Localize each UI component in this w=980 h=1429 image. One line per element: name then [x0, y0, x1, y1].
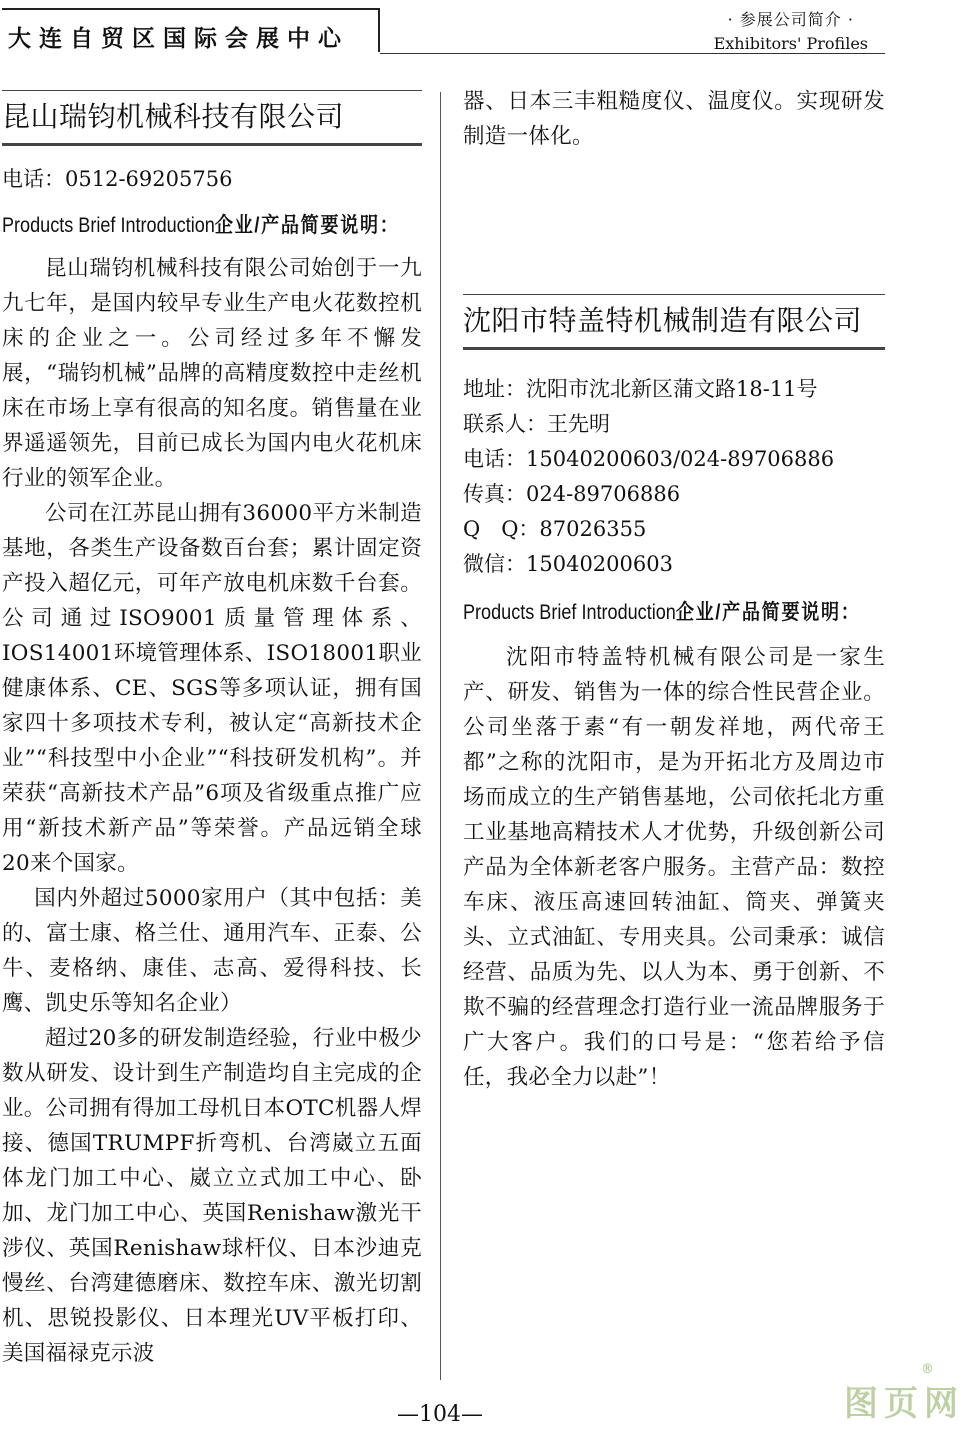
- continuation-paragraph: 器、日本三丰粗糙度仪、温度仪。实现研发制造一体化。: [463, 89, 885, 149]
- paragraph: 公司在江苏昆山拥有36000平方米制造基地，各类生产设备数百台套；累计固定资产投入超亿元，可年产放电机床数千台套。公司通过ISO9001质量管理体系、IOS14001环境管理体系、ISO18001职业健康体系、CE、SGS等多项认证，拥有国家四十多项技术专利，被认定“高新技术企业”“科技型中小企业”“科技研发机构”。并荣获“高新技术产品”6项及省级重点推广应用“新技术新产品”等荣誉。产品远销全球20来个国家。: [2, 501, 422, 876]
- company-rule-bottom: [2, 143, 422, 146]
- company-rule-bottom: [463, 347, 885, 350]
- header-title: 大连自贸区国际会展中心: [8, 26, 349, 52]
- contact-wechat: 微信：15040200603: [463, 552, 673, 576]
- watermark-text: 图页网: [844, 1384, 964, 1424]
- page-number: —104—: [397, 1402, 483, 1427]
- brief-label: [463, 598, 861, 628]
- brief-label-en: Products Brief Introduction: [463, 601, 676, 624]
- paragraph: 超过20多的研发制造经验，行业中极少数从研发、设计到生产制造均自主完成的企业。公司拥有得加工母机日本OTC机器人焊接、德国TRUMPF折弯机、台湾崴立五面体龙门加工中心、崴立立式加工中心、卧加、龙门加工中心、英国Renishaw激光干涉仪、英国Renishaw球杆仪、日本沙迪克慢丝、台湾建德磨床、数控车床、激光切割机、思锐投影仪、日本理光UV平板打印、美国福禄克示波: [2, 1026, 422, 1366]
- company-name: 沈阳市特盖特机械制造有限公司: [463, 304, 863, 337]
- contact-qq: Q Q：87026355: [463, 517, 647, 541]
- company-name: 昆山瑞钧机械科技有限公司: [2, 100, 345, 133]
- contact-person: 联系人：王先明: [463, 412, 610, 436]
- brief-label-cn: 企业/产品简要说明：: [675, 601, 861, 624]
- section-title-en: Exhibitors' Profiles: [713, 34, 868, 53]
- watermark-logo: [844, 1362, 964, 1425]
- contact-fax: 传真：024-89706886: [463, 482, 681, 506]
- contact-address: 地址：沈阳市沈北新区蒲文路18-11号: [463, 377, 818, 401]
- right-column: [463, 84, 885, 1095]
- brief-label-en: Products Brief Introduction: [2, 214, 215, 237]
- contact-phone: 电话：15040200603/024-89706886: [463, 447, 835, 471]
- paragraph: 沈阳市特盖特机械有限公司是一家生产、研发、销售为一体的综合性民营企业。公司坐落于素“有一朝发祥地，两代帝王都”之称的沈阳市，是为开拓北方及周边市场而成立的生产销售基地，公司依托北方重工业基地高精技术人才优势，升级创新公司产品为全体新老客户服务。主营产品：数控车床、液压高速回转油缸、筒夹、弹簧夹头、立式油缸、专用夹具。公司秉承：诚信经营、品质为先、以人为本、勇于创新、不欺不骗的经营理念打造行业一流品牌服务于广大客户。我们的口号是：“您若给予信任，我必全力以赴”！: [463, 645, 885, 1090]
- brief-label-cn: 企业/产品简要说明：: [214, 214, 400, 237]
- section-title-cn: · 参展公司简介 ·: [727, 10, 854, 29]
- paragraph: 国内外超过5000家用户（其中包括：美的、富士康、格兰仕、通用汽车、正泰、公牛、麦格纳、康佳、志高、爱得科技、长鹰、凯史乐等知名企业）: [2, 886, 422, 1016]
- company-block-kunshan: [2, 90, 422, 146]
- paragraph: 昆山瑞钧机械科技有限公司始创于一九九七年，是国内较早专业生产电火花数控机床的企业之一。公司经过多年不懈发展，“瑞钧机械”品牌的高精度数控中走丝机床在市场上享有很高的知名度。销售量在业界遥遥领先，目前已成长为国内电火花机床行业的领军企业。: [2, 256, 422, 491]
- column-divider: [440, 92, 441, 1380]
- header-section: [714, 8, 868, 56]
- contact-phone: 电话：0512-69205756: [2, 167, 233, 191]
- registered-mark: ®: [921, 1362, 934, 1377]
- brief-label: [2, 211, 400, 241]
- left-column: [2, 90, 422, 1371]
- company-block-shenyang: [463, 294, 885, 350]
